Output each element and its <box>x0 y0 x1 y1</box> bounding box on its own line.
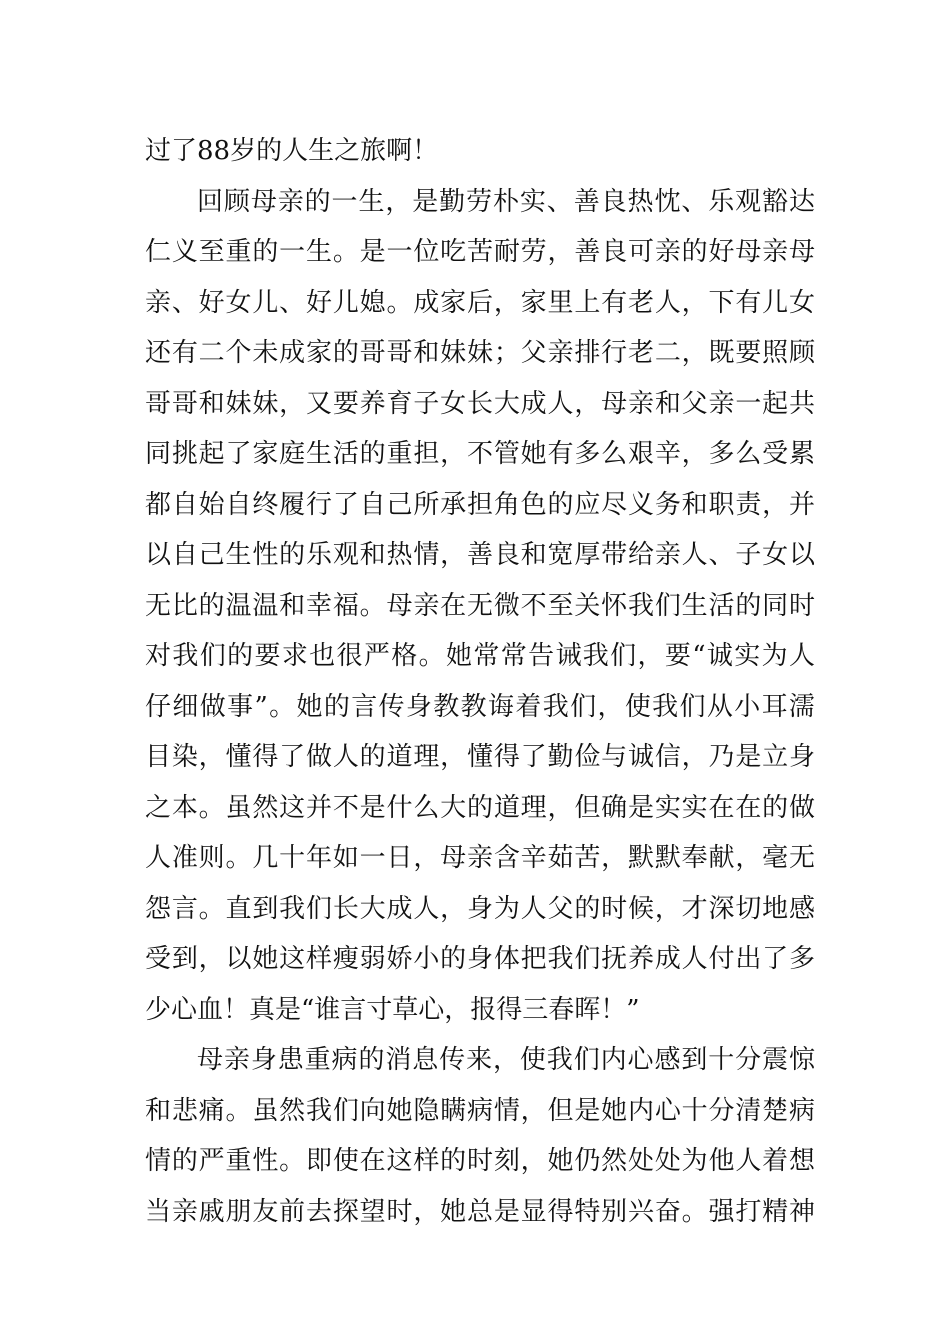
text-line: 还有二个未成家的哥哥和妹妹；父亲排行老二，既要照顾 <box>145 338 815 368</box>
text-line: 受到，以她这样瘦弱娇小的身体把我们抚养成人付出了多 <box>145 944 815 974</box>
text-line: 和悲痛。虽然我们向她隐瞒病情，但是她内心十分清楚病 <box>145 1095 815 1126</box>
text-line: 当亲戚朋友前去探望时，她总是显得特别兴奋。强打精神 <box>145 1196 815 1227</box>
text-line: 情的严重性。即使在这样的时刻，她仍然处处为他人着想 <box>145 1146 815 1176</box>
text-line: 之本。虽然这并不是什么大的道理，但确是实实在在的做 <box>145 792 815 823</box>
text-line: 无比的温温和幸福。母亲在无微不至关怀我们生活的同时 <box>145 590 815 621</box>
text-line: 哥哥和妹妹，又要养育子女长大成人，母亲和父亲一起共 <box>145 388 815 419</box>
body-text <box>145 126 815 1237</box>
text-line: 少心血！真是“谁言寸草心，报得三春晖！” <box>145 994 640 1025</box>
text-line: 同挑起了家庭生活的重担，不管她有多么艰辛，多么受累 <box>145 439 815 469</box>
text-line: 回顾母亲的一生，是勤劳朴实、善良热忱、乐观豁达 <box>197 186 815 217</box>
text-line: 亲、好女儿、好儿媳。成家后，家里上有老人，下有儿女 <box>145 287 815 318</box>
text-line: 母亲身患重病的消息传来，使我们内心感到十分震惊 <box>197 1045 815 1075</box>
text-line: 怨言。直到我们长大成人，身为人父的时候，才深切地感 <box>145 893 815 924</box>
text-line: 以自己生性的乐观和热情，善良和宽厚带给亲人、子女以 <box>145 540 815 570</box>
text-line: 人准则。几十年如一日，母亲含辛茹苦，默默奉献，毫无 <box>145 843 815 873</box>
text-line: 对我们的要求也很严格。她常常告诫我们，要“诚实为人 <box>145 641 815 671</box>
text-line: 都自始自终履行了自己所承担角色的应尽义务和职责，并 <box>145 489 815 520</box>
text-line: 仁义至重的一生。是一位吃苦耐劳，善良可亲的好母亲母 <box>145 237 815 267</box>
text-line: 仔细做事”。她的言传身教教诲着我们，使我们从小耳濡 <box>145 691 815 722</box>
text-line: 目染，懂得了做人的道理，懂得了勤俭与诚信，乃是立身 <box>145 742 815 772</box>
text-line: 过了88岁的人生之旅啊！ <box>145 136 439 166</box>
